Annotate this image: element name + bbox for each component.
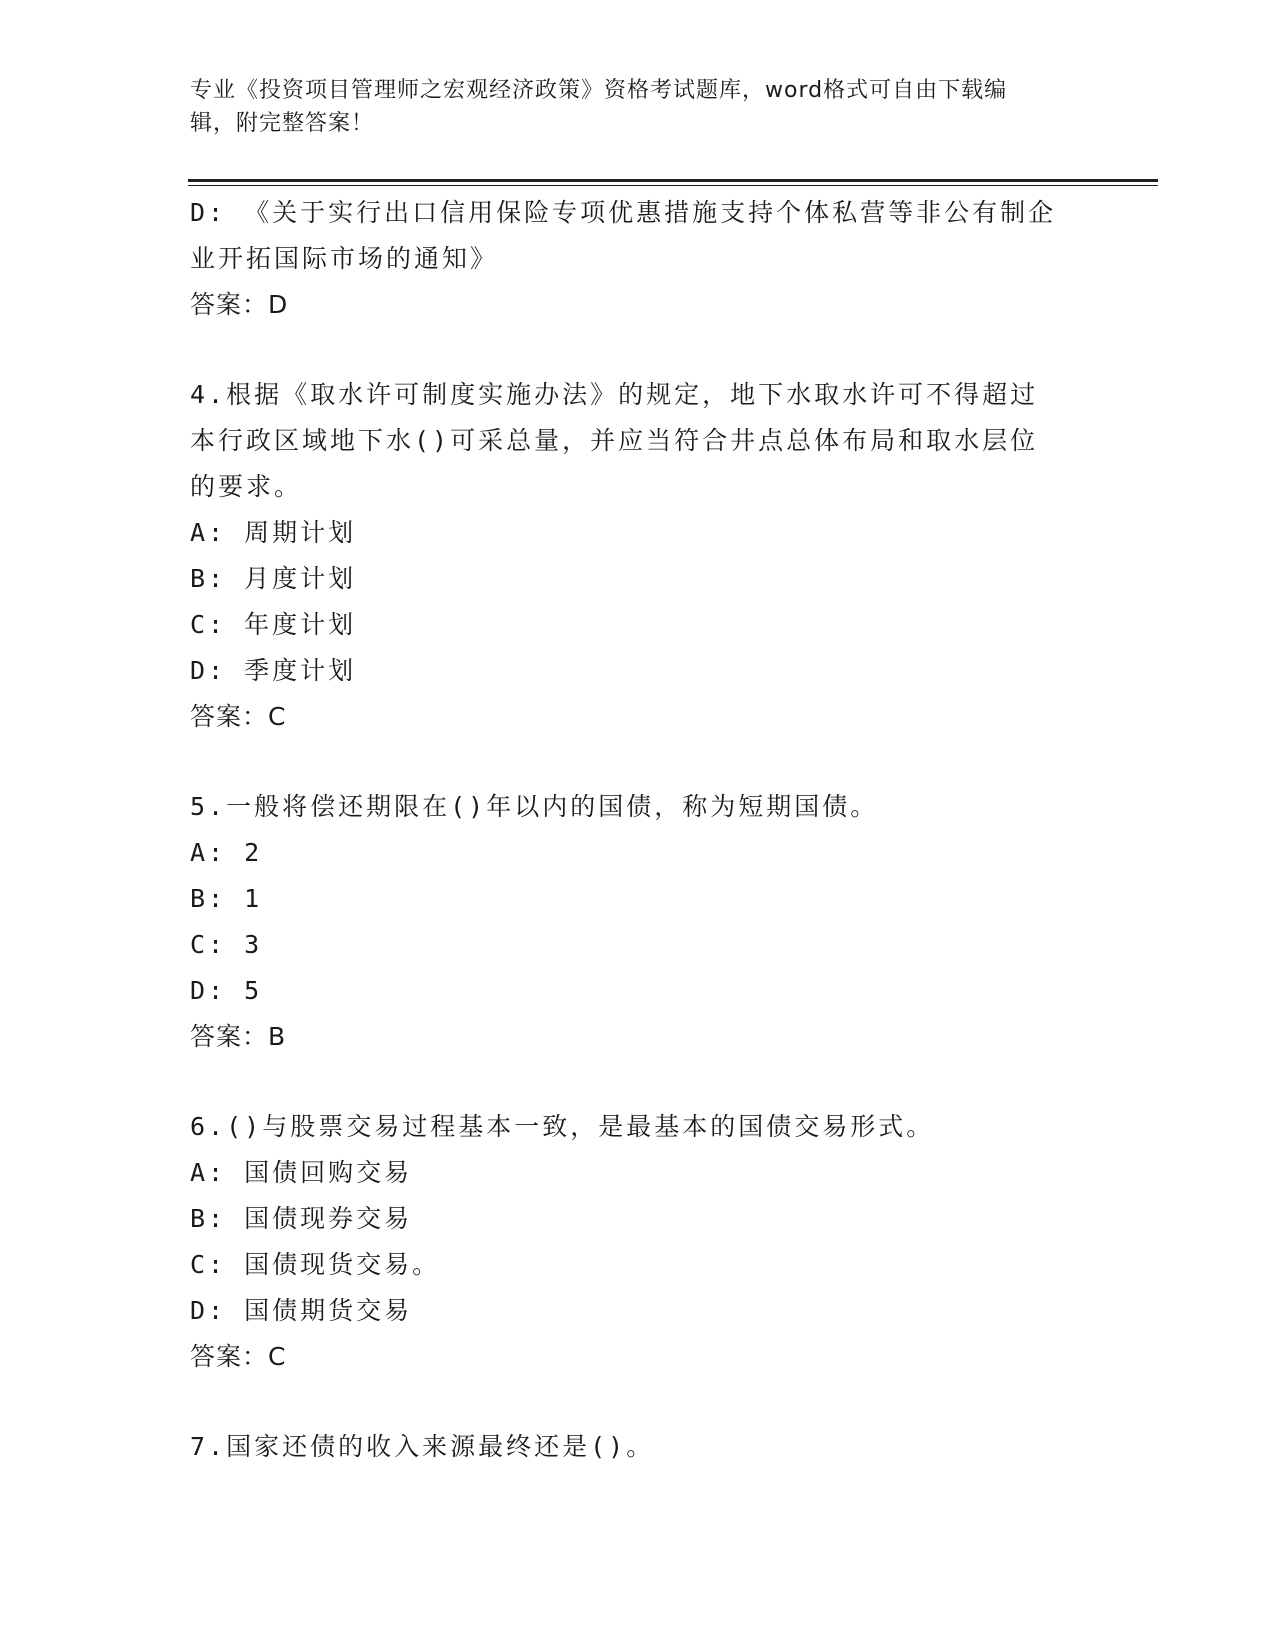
question-text: 4.根据《取水许可制度实施办法》的规定，地下水取水许可不得超过 bbox=[190, 380, 1039, 409]
question-5 bbox=[190, 784, 1090, 1060]
option-b: B: 国债现券交易 bbox=[190, 1204, 413, 1233]
page-header bbox=[190, 74, 1080, 140]
answer: 答案：C bbox=[190, 702, 287, 731]
spacer bbox=[190, 740, 1090, 784]
option-c: C: 年度计划 bbox=[190, 610, 357, 639]
question-text: 5.一般将偿还期限在()年以内的国债，称为短期国债。 bbox=[190, 792, 879, 821]
option-b: B: 月度计划 bbox=[190, 564, 357, 593]
header-divider-thin bbox=[188, 185, 1158, 186]
option-c: C: 3 bbox=[190, 930, 263, 959]
question-text-continued: 的要求。 bbox=[190, 472, 303, 501]
answer: 答案：C bbox=[190, 1342, 287, 1371]
question-7 bbox=[190, 1424, 1090, 1470]
question-4 bbox=[190, 372, 1090, 740]
spacer bbox=[190, 328, 1090, 372]
answer: 答案：D bbox=[190, 290, 289, 319]
question-3-tail bbox=[190, 190, 1090, 328]
option-d: D: 《关于实行出口信用保险专项优惠措施支持个体私营等非公有制企 bbox=[190, 198, 1057, 227]
option-c: C: 国债现货交易。 bbox=[190, 1250, 441, 1279]
question-text-continued: 本行政区域地下水()可采总量，并应当符合井点总体布局和取水层位 bbox=[190, 426, 1039, 455]
option-a: A: 2 bbox=[190, 838, 263, 867]
question-text: 7.国家还债的收入来源最终还是()。 bbox=[190, 1432, 655, 1461]
answer: 答案：B bbox=[190, 1022, 287, 1051]
option-a: A: 周期计划 bbox=[190, 518, 357, 547]
spacer bbox=[190, 1060, 1090, 1104]
header-divider bbox=[188, 179, 1158, 182]
option-d: D: 5 bbox=[190, 976, 263, 1005]
spacer bbox=[190, 1380, 1090, 1424]
option-d-continued: 业开拓国际市场的通知》 bbox=[190, 244, 499, 273]
option-b: B: 1 bbox=[190, 884, 263, 913]
question-text: 6.()与股票交易过程基本一致，是最基本的国债交易形式。 bbox=[190, 1112, 935, 1141]
header-line-1: 专业《投资项目管理师之宏观经济政策》资格考试题库，word格式可自由下载编 bbox=[190, 78, 1008, 103]
question-6 bbox=[190, 1104, 1090, 1380]
option-a: A: 国债回购交易 bbox=[190, 1158, 413, 1187]
question-list bbox=[190, 190, 1090, 1470]
header-line-2: 辑，附完整答案！ bbox=[190, 111, 375, 136]
option-d: D: 国债期货交易 bbox=[190, 1296, 413, 1325]
option-d: D: 季度计划 bbox=[190, 656, 357, 685]
